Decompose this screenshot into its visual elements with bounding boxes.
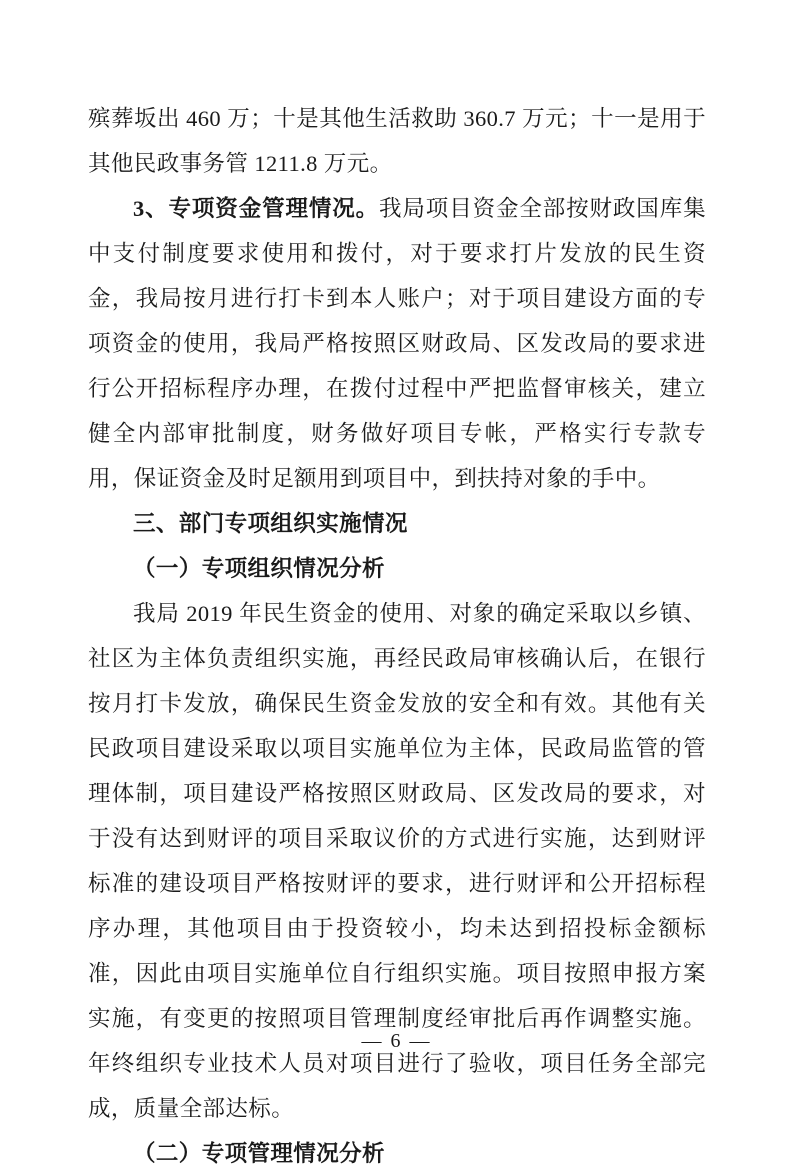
paragraph-section-3-text: 我局项目资金全部按财政国库集中支付制度要求使用和拨付，对于要求打片发放的民生资金，我局按月进行打卡到本人账户；对于项目建设方面的专项资金的使用，我局严格按照区财政局、区发改局的要求进行公开招标程序办理，在拨付过程中严把监督审核关，建立健全内部审批制度，财务做好项目专帐，严格实行专款专用，保证资金及时足额用到项目中，到扶持对象的手中。 bbox=[88, 196, 706, 491]
paragraph-lead-label: 3、专项资金管理情况。 bbox=[133, 196, 380, 221]
heading-section-three: 三、部门专项组织实施情况 bbox=[133, 511, 408, 536]
document-body bbox=[88, 96, 706, 1176]
page-number: — 6 — bbox=[361, 1030, 432, 1052]
subheading-section-three-two: （二）专项管理情况分析 bbox=[133, 1141, 385, 1166]
subheading-section-three-one: （一）专项组织情况分析 bbox=[133, 556, 385, 581]
paragraph-organization-analysis: 我局 2019 年民生资金的使用、对象的确定采取以乡镇、社区为主体负责组织实施，再经民政局审核确认后，在银行按月打卡发放，确保民生资金发放的安全和有效。其他有关民政项目建设采取以项目实施单位为主体，民政局监管的管理体制，项目建设严格按照区财政局、区发改局的要求，对于没有达到财评的项目采取议价的方式进行实施，达到财评标准的建设项目严格按财评的要求，进行财评和公开招标程序办理，其他项目由于投资较小，均未达到招投标金额标准，因此由项目实施单位自行组织实施。项目按照申报方案实施，有变更的按照项目管理制度经审批后再作调整实施。年终组织专业技术人员对项目进行了验收，项目任务全部完成，质量全部达标。 bbox=[88, 601, 706, 1121]
paragraph-section-3-funds-management bbox=[88, 186, 706, 501]
paragraph-continued: 殡葬坂出 460 万；十是其他生活救助 360.7 万元；十一是用于其他民政事务管 1211.8 万元。 bbox=[88, 106, 706, 176]
